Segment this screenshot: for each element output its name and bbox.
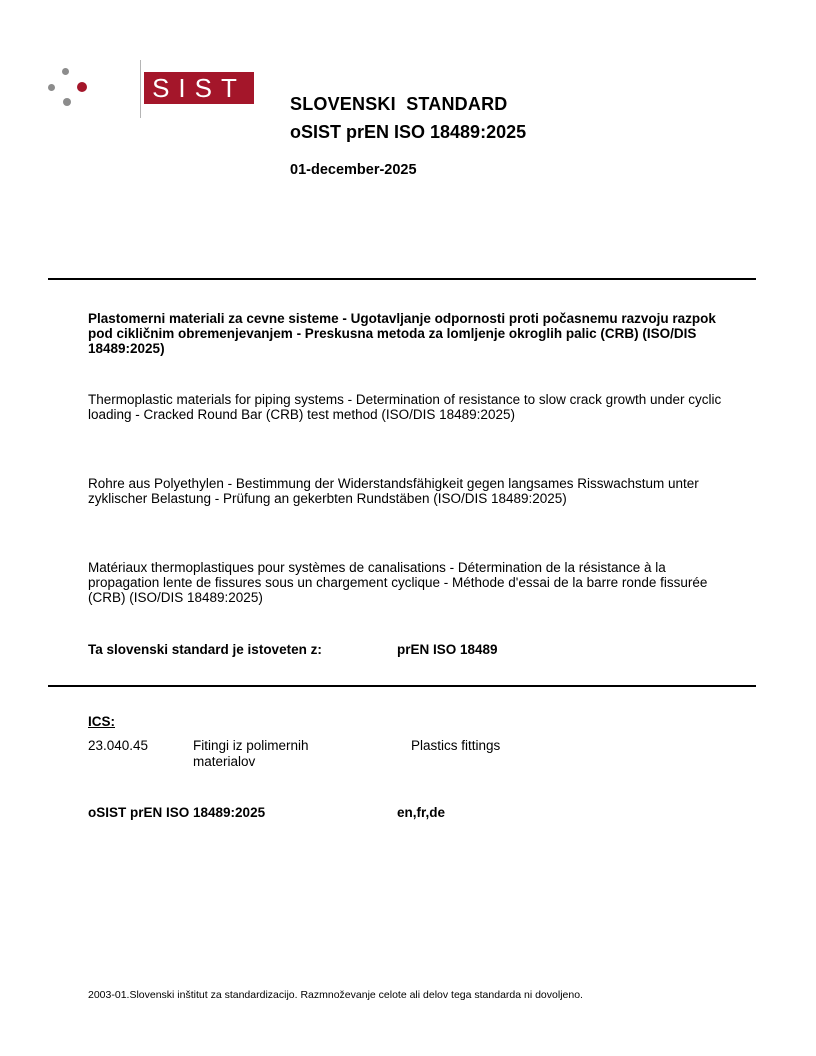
ics-description-sl: Fitingi iz polimernih materialov <box>193 738 309 769</box>
logo-dot <box>48 84 55 91</box>
title-french: Matériaux thermoplastiques pour systèmes de canalisations - Détermination de la résistance à la propagation lente de fissures sous un chargement cyclique - Méthode d'essai de la barre ronde fissurée (CRB) (ISO/DIS 18489:2025) <box>88 560 708 605</box>
sist-logo <box>48 60 246 122</box>
divider-top <box>48 278 756 280</box>
document-languages: en,fr,de <box>397 805 446 820</box>
logo-dot-accent <box>77 82 87 92</box>
ics-heading: ICS: <box>88 714 115 729</box>
standard-heading: SLOVENSKI STANDARD <box>290 94 508 114</box>
divider-bottom <box>48 685 756 687</box>
title-german: Rohre aus Polyethylen - Bestimmung der Widerstandsfähigkeit gegen langsames Risswachstum unter zyklischer Belastung - Prüfung an gekerbten Rundstäben (ISO/DIS 18489:2025) <box>88 476 699 506</box>
logo-dot <box>62 68 69 75</box>
title-slovenian: Plastomerni materiali za cevne sisteme - Ugotavljanje odpornosti proti počasnemu razvoju razpok pod cikličnim obremenjevanjem - Preskusna metoda za lomljenje okroglih palic (CRB) (ISO/DIS 18489:2025) <box>88 311 716 356</box>
copyright-notice: 2003-01.Slovenski inštitut za standardizacijo. Razmnoževanje celote ali delov tega standarda ni dovoljeno. <box>88 989 583 1001</box>
ics-description-en: Plastics fittings <box>411 738 501 753</box>
logo-dot <box>63 98 71 106</box>
title-english: Thermoplastic materials for piping systems - Determination of resistance to slow crack growth under cyclic loading - Cracked Round Bar (CRB) test method (ISO/DIS 18489:2025) <box>88 392 722 422</box>
ics-code: 23.040.45 <box>88 738 149 753</box>
identity-value: prEN ISO 18489 <box>397 642 498 657</box>
identity-label: Ta slovenski standard je istoveten z: <box>88 642 322 657</box>
standard-designation: oSIST prEN ISO 18489:2025 <box>290 122 527 142</box>
publication-date: 01-december-2025 <box>290 162 417 178</box>
logo-wordmark: SIST <box>144 72 254 104</box>
document-reference: oSIST prEN ISO 18489:2025 <box>88 805 266 820</box>
logo-divider <box>140 60 141 118</box>
